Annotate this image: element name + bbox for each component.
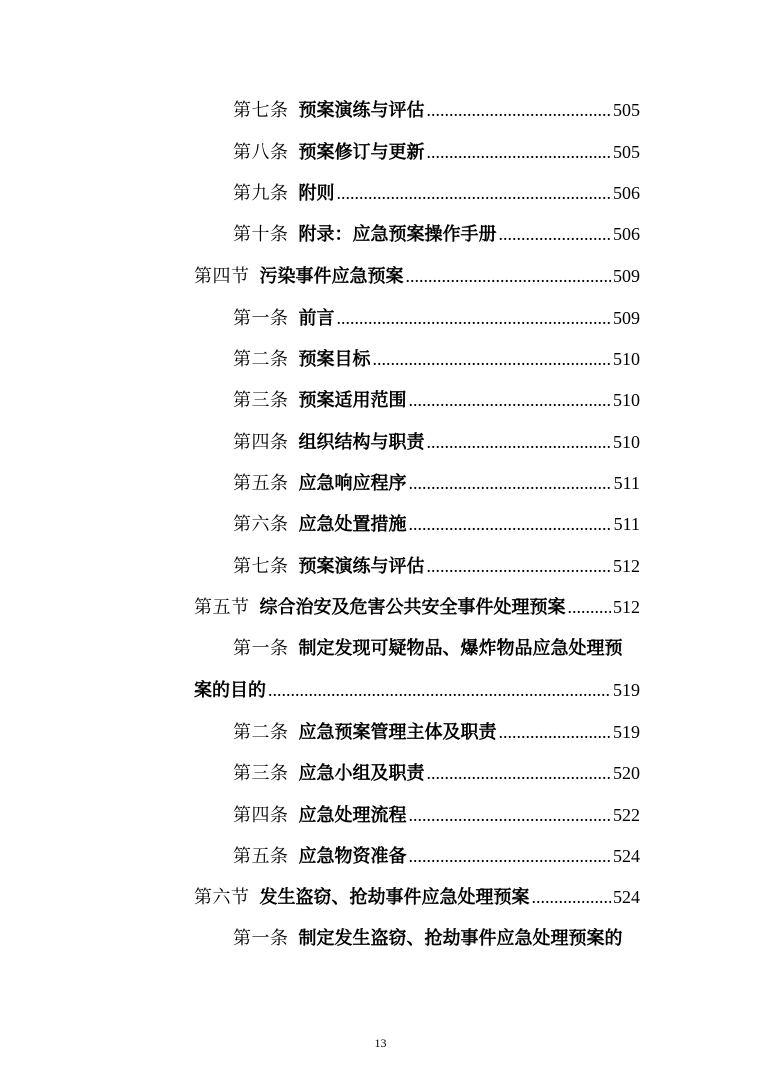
toc-entry-title: 应急响应程序 [298, 473, 407, 494]
toc-entry-title: 预案演练与评估 [298, 100, 425, 121]
toc-entry-title: 组织结构与职责 [298, 432, 425, 453]
toc-entry-page: 506 [613, 183, 640, 203]
dot-leader [409, 842, 612, 870]
toc-entry-title: 应急小组及职责 [298, 763, 425, 784]
toc-entry[interactable] [233, 138, 640, 166]
toc-entry-label: 第二条 [233, 722, 289, 743]
toc-entry-label: 第七条 [233, 100, 289, 121]
toc-entry-page: 520 [613, 763, 640, 783]
dot-leader [499, 718, 612, 746]
dot-leader [427, 759, 612, 787]
dot-leader [568, 593, 612, 621]
toc-entry[interactable] [233, 759, 640, 787]
toc-entry-title: 发生盗窃、抢劫事件应急处理预案 [259, 887, 530, 908]
toc-entry-title: 应急处理流程 [298, 805, 407, 826]
toc-entry-title: 应急预案管理主体及职责 [298, 722, 497, 743]
dot-leader [427, 138, 612, 166]
dot-leader [427, 552, 612, 580]
dot-leader [409, 801, 612, 829]
toc-entry-label: 第七条 [233, 556, 289, 577]
toc-entry-page: 524 [613, 887, 640, 907]
toc-entry-page: 510 [613, 390, 640, 410]
toc-entry-label: 第三条 [233, 390, 289, 411]
toc-entry-label: 第五节 [194, 597, 250, 618]
dot-leader [499, 220, 612, 248]
toc-entry-title: 制定发生盗窃、抢劫事件应急处理预案的 [298, 928, 623, 949]
toc-entry-page: 519 [613, 680, 640, 700]
toc-entry-page: 524 [613, 846, 640, 866]
toc-entry-title: 综合治安及危害公共安全事件处理预案 [259, 597, 566, 618]
toc-entry[interactable] [233, 304, 640, 332]
toc-entry-page: 511 [613, 473, 640, 493]
toc-entry-title: 预案修订与更新 [298, 142, 425, 163]
dot-leader [373, 345, 612, 373]
toc-entry-label: 第一条 [233, 928, 289, 949]
toc-section-entry[interactable] [194, 883, 640, 911]
toc-entry[interactable] [233, 801, 640, 829]
toc-entry[interactable] [233, 718, 640, 746]
toc-entry-label: 第八条 [233, 142, 289, 163]
dot-leader [337, 179, 612, 207]
toc-entry-label: 第三条 [233, 763, 289, 784]
toc-entry-continuation[interactable] [194, 676, 640, 704]
toc-entry[interactable] [233, 842, 640, 870]
toc-entry-label: 第六条 [233, 514, 289, 535]
toc-entry-page: 506 [613, 224, 640, 244]
toc-entry-page: 509 [613, 308, 640, 328]
toc-entry-label: 第五条 [233, 473, 289, 494]
dot-leader [427, 428, 612, 456]
toc-entry[interactable] [233, 96, 640, 124]
dot-leader [337, 304, 612, 332]
toc-entry-title: 预案演练与评估 [298, 556, 425, 577]
dot-leader [427, 96, 612, 124]
toc-entry-page: 519 [613, 722, 640, 742]
toc-entry-page: 522 [613, 805, 640, 825]
toc-entry-label: 第十条 [233, 224, 289, 245]
toc-entry-title: 污染事件应急预案 [259, 266, 404, 287]
toc-entry-page: 512 [613, 556, 640, 576]
dot-leader [409, 510, 612, 538]
toc-entry-label: 第四节 [194, 266, 250, 287]
toc-entry-title: 应急物资准备 [298, 846, 407, 867]
toc-entry-title: 前言 [298, 308, 335, 329]
toc-entry-page: 512 [613, 597, 640, 617]
toc-entry-label: 第一条 [233, 308, 289, 329]
toc-entry-label: 第二条 [233, 349, 289, 370]
toc-entry-title: 预案适用范围 [298, 390, 407, 411]
toc-entry[interactable] [233, 345, 640, 373]
toc-entry-page: 510 [613, 349, 640, 369]
toc-entry[interactable] [233, 428, 640, 456]
toc-entry-label: 第六节 [194, 887, 250, 908]
toc-entry-page: 509 [613, 266, 640, 286]
toc-entry[interactable] [233, 469, 640, 497]
toc-entry-label: 第四条 [233, 805, 289, 826]
dot-leader [268, 676, 611, 704]
toc-entry[interactable] [233, 925, 640, 953]
toc-entry-title: 附则 [298, 183, 335, 204]
toc-entry-page: 505 [613, 100, 640, 120]
toc-section-entry[interactable] [194, 262, 640, 290]
toc-entry[interactable] [233, 179, 640, 207]
toc-entry-label: 第九条 [233, 183, 289, 204]
dot-leader [532, 883, 612, 911]
toc-entry-title: 制定发现可疑物品、爆炸物品应急处理预 [298, 638, 623, 659]
toc-entry[interactable] [233, 552, 640, 580]
toc-entry[interactable] [233, 510, 640, 538]
dot-leader [409, 386, 612, 414]
page-number: 13 [374, 1036, 387, 1050]
toc-entry-title: 附录：应急预案操作手册 [298, 224, 497, 245]
dot-leader [406, 262, 612, 290]
toc-entry[interactable] [233, 635, 640, 663]
toc-entry[interactable] [233, 386, 640, 414]
toc-entry-page: 511 [613, 514, 640, 534]
toc-entry-label: 第五条 [233, 846, 289, 867]
dot-leader [409, 469, 612, 497]
toc-entry-page: 510 [613, 432, 640, 452]
toc-entry-title: 案的目的 [194, 680, 266, 701]
toc-entry-label: 第四条 [233, 432, 289, 453]
toc-entry[interactable] [233, 220, 640, 248]
toc-entry-label: 第一条 [233, 638, 289, 659]
toc-entry-title: 应急处置措施 [298, 514, 407, 535]
toc-section-entry[interactable] [194, 593, 640, 621]
toc-entry-page: 505 [613, 142, 640, 162]
toc-entry-title: 预案目标 [298, 349, 371, 370]
